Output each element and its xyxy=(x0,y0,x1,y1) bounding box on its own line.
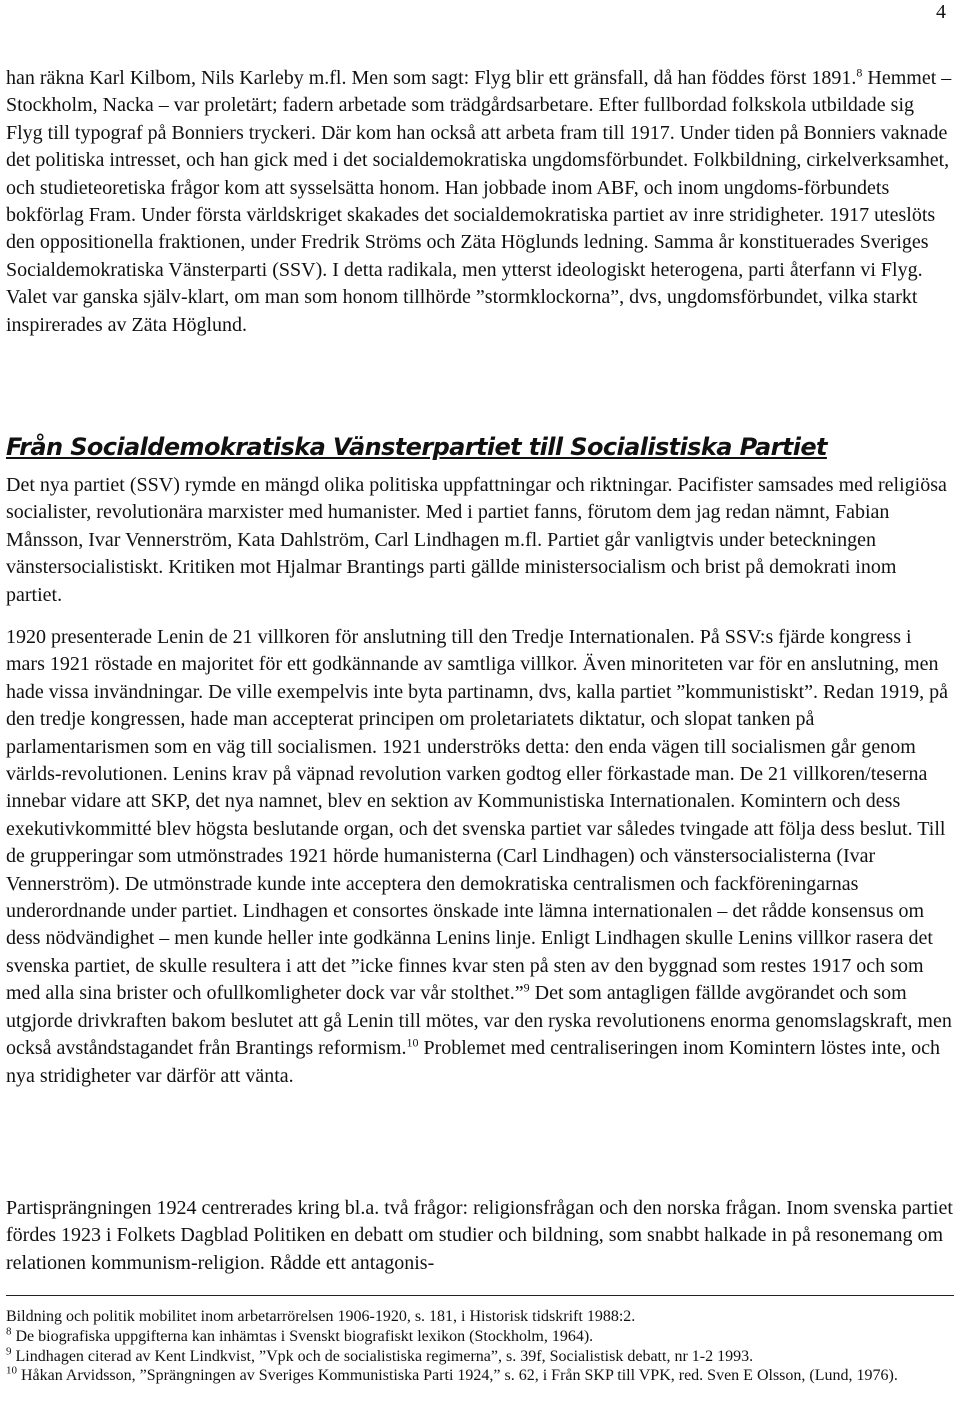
footnote-text: Håkan Arvidsson, ”Sprängningen av Sveriges Kommunistiska Parti 1924,” s. 62, i Från SKP till VPK, red. Sven E Olsson, (Lund, 1976). xyxy=(17,1367,898,1385)
footnote-number: 8 xyxy=(6,1325,12,1338)
paragraph-text: Hemmet – Stockholm, Nacka – var proletärt; fadern arbetade som trädgårdsarbetare. Efter fullbordad folkskola utbildade sig Flyg till typograf på Bonniers tryckeri. Där kom han också att arbeta fram till 1917. Under tiden på Bonniers vaknade det politiska intresset, och han gick med i det socialdemokratiska ungdomsförbundet. Folkbildning, cirkelverksamhet, och studieteoretiska frågor kom att sysselsätta honom. Han jobbade inom ABF, och inom ungdoms-förbundets bokförlag Fram. Under första världskriget skakades det socialdemokratiska partiet av inre stridigheter. 1917 uteslöts den oppositionella fraktionen, under Fredrik Ströms och Zäta Höglunds ledning. Samma år konstituerades Sveriges Socialdemokratiska Vänsterparti (SSV). I detta radikala, men ytterst ideologiskt heterogena, parti återfann vi Flyg. Valet var ganska själv-klart, om man som honom tillhörde ”stormklockorna”, dvs, ungdomsförbundet, vilka starkt inspirerades av Zäta Höglund. xyxy=(6,67,952,336)
section-heading: Från Socialdemokratiska Vänsterpartiet till Socialistiska Partiet xyxy=(6,433,827,461)
paragraph-biography xyxy=(6,65,954,339)
paragraph-split-1924: Partisprängningen 1924 centrerades kring bl.a. två frågor: religionsfrågan och den norska frågan. Inom svenska partiet fördes 1923 i Folkets Dagblad Politiken en debatt om studier och bildning, som snabbt halkade in på resonemang om relationen kommunism-religion. Rådde ett antagonis- xyxy=(6,1197,953,1274)
footnote-8 xyxy=(6,1327,954,1347)
footnote-9 xyxy=(6,1347,954,1367)
paragraph-text: Det som antagligen fällde avgörandet och som utgjorde drivkraften bakom beslutet att gå Lenin till mötes, var den ryska revolutionens enorma genomslagskraft, men också avståndstagandet från Brantings reformism. xyxy=(6,982,952,1060)
footnote-10 xyxy=(6,1366,954,1386)
footnote-divider xyxy=(6,1295,954,1296)
paragraph-text: Problemet med centraliseringen inom Komintern löstes inte, och nya stridigheter var därför att vänta. xyxy=(6,1037,940,1087)
footnote-reference[interactable]: 9 xyxy=(523,980,530,995)
footnote-text: De biografiska uppgifterna kan inhämtas i Svenskt biografiskt lexikon (Stockholm, 1964). xyxy=(11,1327,594,1345)
footnotes xyxy=(6,1307,954,1386)
paragraph-text: 1920 presenterade Lenin de 21 villkoren för anslutning till den Tredje Internationalen. På SSV:s fjärde kongress i mars 1921 röstade en majoritet för ett godkännande av samtliga villkor. Även minoriteten var för en anslutning, men hade vissa invändningar. De ville exempelvis inte byta partinamn, dvs, kalla partiet ”kommunistiskt”. Redan 1919, på den tredje kongressen, hade man accepterat principen om proletariatets diktatur, och slopat tanken på parlamentarismen som en väg till socialismen. 1921 underströks detta: den enda vägen till socialismen går genom världs-revolutionen. Lenins krav på väpnad revolution varken godtog eller förkastade man. De 21 villkoren/teserna innebar vidare att SKP, det nya namnet, blev en sektion av Kommunistiska Internationalen. Komintern och dess exekutivkommitté blev högsta beslutande organ, och det svenska partiet var således tvingade att följa dess beslut. Till de grupperingar som utmönstrades 1921 hörde humanisterna (Carl Lindhagen) och vänstersocialisterna (Ivar Vennerström). De utmönstrade kunde inte acceptera den demokratiska centralismen och fackföreningarnas underordnande under partiet. Lindhagen et consortes önskade inte lämna internationalen – det rådde konsensus om dess nödvändighet – men kunde heller inte godkänna Lenins linje. Enligt Lindhagen skulle Lenins villkor rasera det svenska partiet, de skulle resultera i att det ”icke finnes kvar sten på sten av den byggnad som restes 1917 och som med alla sina brister och ofullkomligheter dock var vår stolthet.” xyxy=(6,626,949,1005)
paragraph-comintern xyxy=(6,624,954,1090)
footnote-continued xyxy=(6,1307,954,1327)
footnote-text: Bildning och politik mobilitet inom arbetarrörelsen 1906-1920, s. 181, i Historisk tidskrift 1988:2. xyxy=(6,1308,636,1325)
footnote-number: 10 xyxy=(6,1365,17,1378)
paragraph-text: han räkna Karl Kilbom, Nils Karleby m.fl. Men som sagt: Flyg blir ett gränsfall, då han föddes först 1891. xyxy=(6,67,857,89)
footnote-number: 9 xyxy=(6,1345,12,1358)
footnote-reference[interactable]: 8 xyxy=(856,65,863,80)
page-number: 4 xyxy=(936,1,946,23)
footnote-text: Lindhagen citerad av Kent Lindkvist, ”Vpk och de socialistiska regimerna”, s. 39f, Socialistisk debatt, nr 1-2 1993. xyxy=(11,1347,754,1365)
paragraph-ssv: Det nya partiet (SSV) rymde en mängd olika politiska uppfattningar och riktningar. Pacifister samsades med religiösa socialister, revolutionära marxister med humanister. Med i partiet fanns, förutom dem jag redan nämnt, Fabian Månsson, Ivar Vennerström, Kata Dahlström, Carl Lindhagen m.fl. Partiet går vanligtvis under beteckningen vänstersocialistiskt. Kritiken mot Hjalmar Brantings parti gällde ministersocialism och brist på demokrati inom partiet. xyxy=(6,474,947,606)
footnote-reference[interactable]: 10 xyxy=(406,1035,419,1050)
